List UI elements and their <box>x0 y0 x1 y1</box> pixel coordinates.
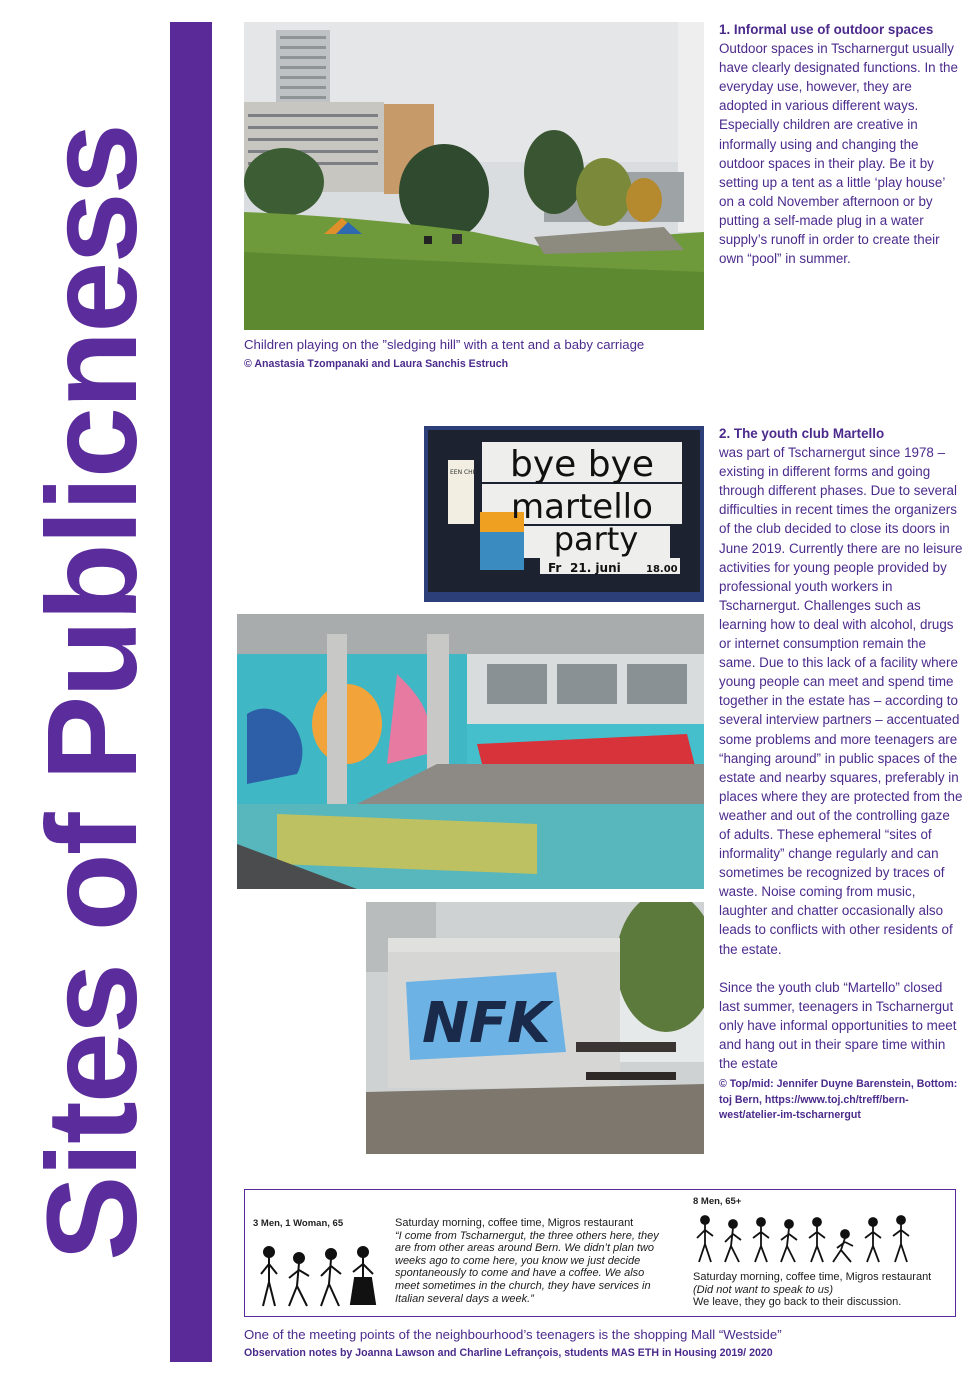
accent-bar <box>170 22 212 1362</box>
photo-graffiti-underpass <box>237 614 704 889</box>
photo-caption: Children playing on the ”sledging hill” with a tent and a baby carriage <box>244 337 645 352</box>
observation-credit: Observation notes by Joanna Lawson and Charline Lefrançois, students MAS ETH in Housing 2019/ 2020 <box>244 1347 773 1359</box>
group1-quote: “I come from Tscharnergut, the three others here, they are from other areas around Bern. We didn’t plan two weeks ago to come here, you know we just decide spontaneously to come and have a coffee. We also meet sometimes in the church, they have services in Italian several days a week.” <box>395 1229 659 1305</box>
section-body: Outdoor spaces in Tscharnergut usually have clearly designated functions. In the everyday use, however, they are adopted in various different ways. Especially children are creative in informally using and changing the outdoor spaces in their play. Be it by setting up a tent as a little ‘play house’ on a cold November afternoon or by putting a self-made plug in a water supply’s runoff in order to create their own “pool” in summer. <box>719 41 958 267</box>
graffiti-tag: NFK <box>422 991 551 1056</box>
group1-figures-icon <box>255 1244 385 1314</box>
sign-line2: martello <box>511 487 653 527</box>
photo-nfk-graffiti <box>366 902 704 1154</box>
sign-date-prefix: Fr <box>548 561 562 575</box>
page-title <box>18 0 168 1386</box>
group2-notes <box>693 1271 951 1309</box>
photo-martello-sign <box>424 426 704 602</box>
section-informal-use <box>719 20 963 268</box>
group2-title: Saturday morning, coffee time, Migros restaurant <box>693 1271 932 1283</box>
section-body-2: Since the youth club “Martello” closed last summer, teenagers in Tscharnergut only have informal opportunities to meet and hang out in their spare time within the estate <box>719 979 957 1071</box>
sign-line3: party <box>553 520 639 558</box>
section-body: was part of Tscharnergut since 1978 – existing in different forms and going through different phases. Due to several difficulties in recent times the organizers of the club decided to close its doors in June 2019. Currently there are no leisure activities for young people provided by professional youth workers in Tscharnergut. Challenges such as learning how to deal with alcohol, drugs or internet consumption remain the same. Due to this lack of a facility where young people can meet and spend time together in the estate has – according to several interview partners – accentuated some problems and more teenagers are “hanging around” in public spaces of the estate and nearby squares, preferably in places where they are protected from the weather and out of the controlling gaze of adults. These ephemeral “sites of informality” change regularly and can sometimes be recognized by traces of waste. Noise coming from music, laughter and chatter occasionally also leads to conflicts with other residents of the estate. <box>719 445 963 957</box>
observation-notes-box <box>244 1189 956 1317</box>
section-heading: 2. The youth club Martello <box>719 426 885 441</box>
group2-note: (Did not want to speak to us) <box>693 1283 834 1296</box>
sign-date: 21. juni <box>570 561 621 575</box>
side-title-text: Sites of Publicness <box>21 125 164 1261</box>
sign-line1: bye bye <box>509 444 655 485</box>
group1-label: 3 Men, 1 Woman, 65 <box>253 1218 344 1229</box>
section-heading: 1. Informal use of outdoor spaces <box>719 22 934 37</box>
photo-credit: © Top/mid: Jennifer Duyne Barenstein, Bottom: toj Bern, https://www.toj.ch/treff/bern-west/atelier-im-tscharnergut <box>719 1078 958 1122</box>
group2-label: 8 Men, 65+ <box>693 1196 742 1207</box>
photo-credit: © Anastasia Tzompanaki and Laura Sanchis Estruch <box>244 358 509 370</box>
section-youth-club <box>719 424 963 1124</box>
group1-notes <box>395 1217 660 1305</box>
group1-title: Saturday morning, coffee time, Migros restaurant <box>395 1217 634 1229</box>
sign-poster-text: EEN CHE <box>450 469 477 476</box>
observation-caption: One of the meeting points of the neighbourhood’s teenagers is the shopping Mall “Westside” <box>244 1327 782 1342</box>
group2-figures-icon <box>695 1212 925 1266</box>
group2-text: We leave, they go back to their discussion. <box>693 1296 902 1309</box>
photo-sledging-hill <box>244 22 704 330</box>
sign-time: 18.00 <box>646 564 678 575</box>
